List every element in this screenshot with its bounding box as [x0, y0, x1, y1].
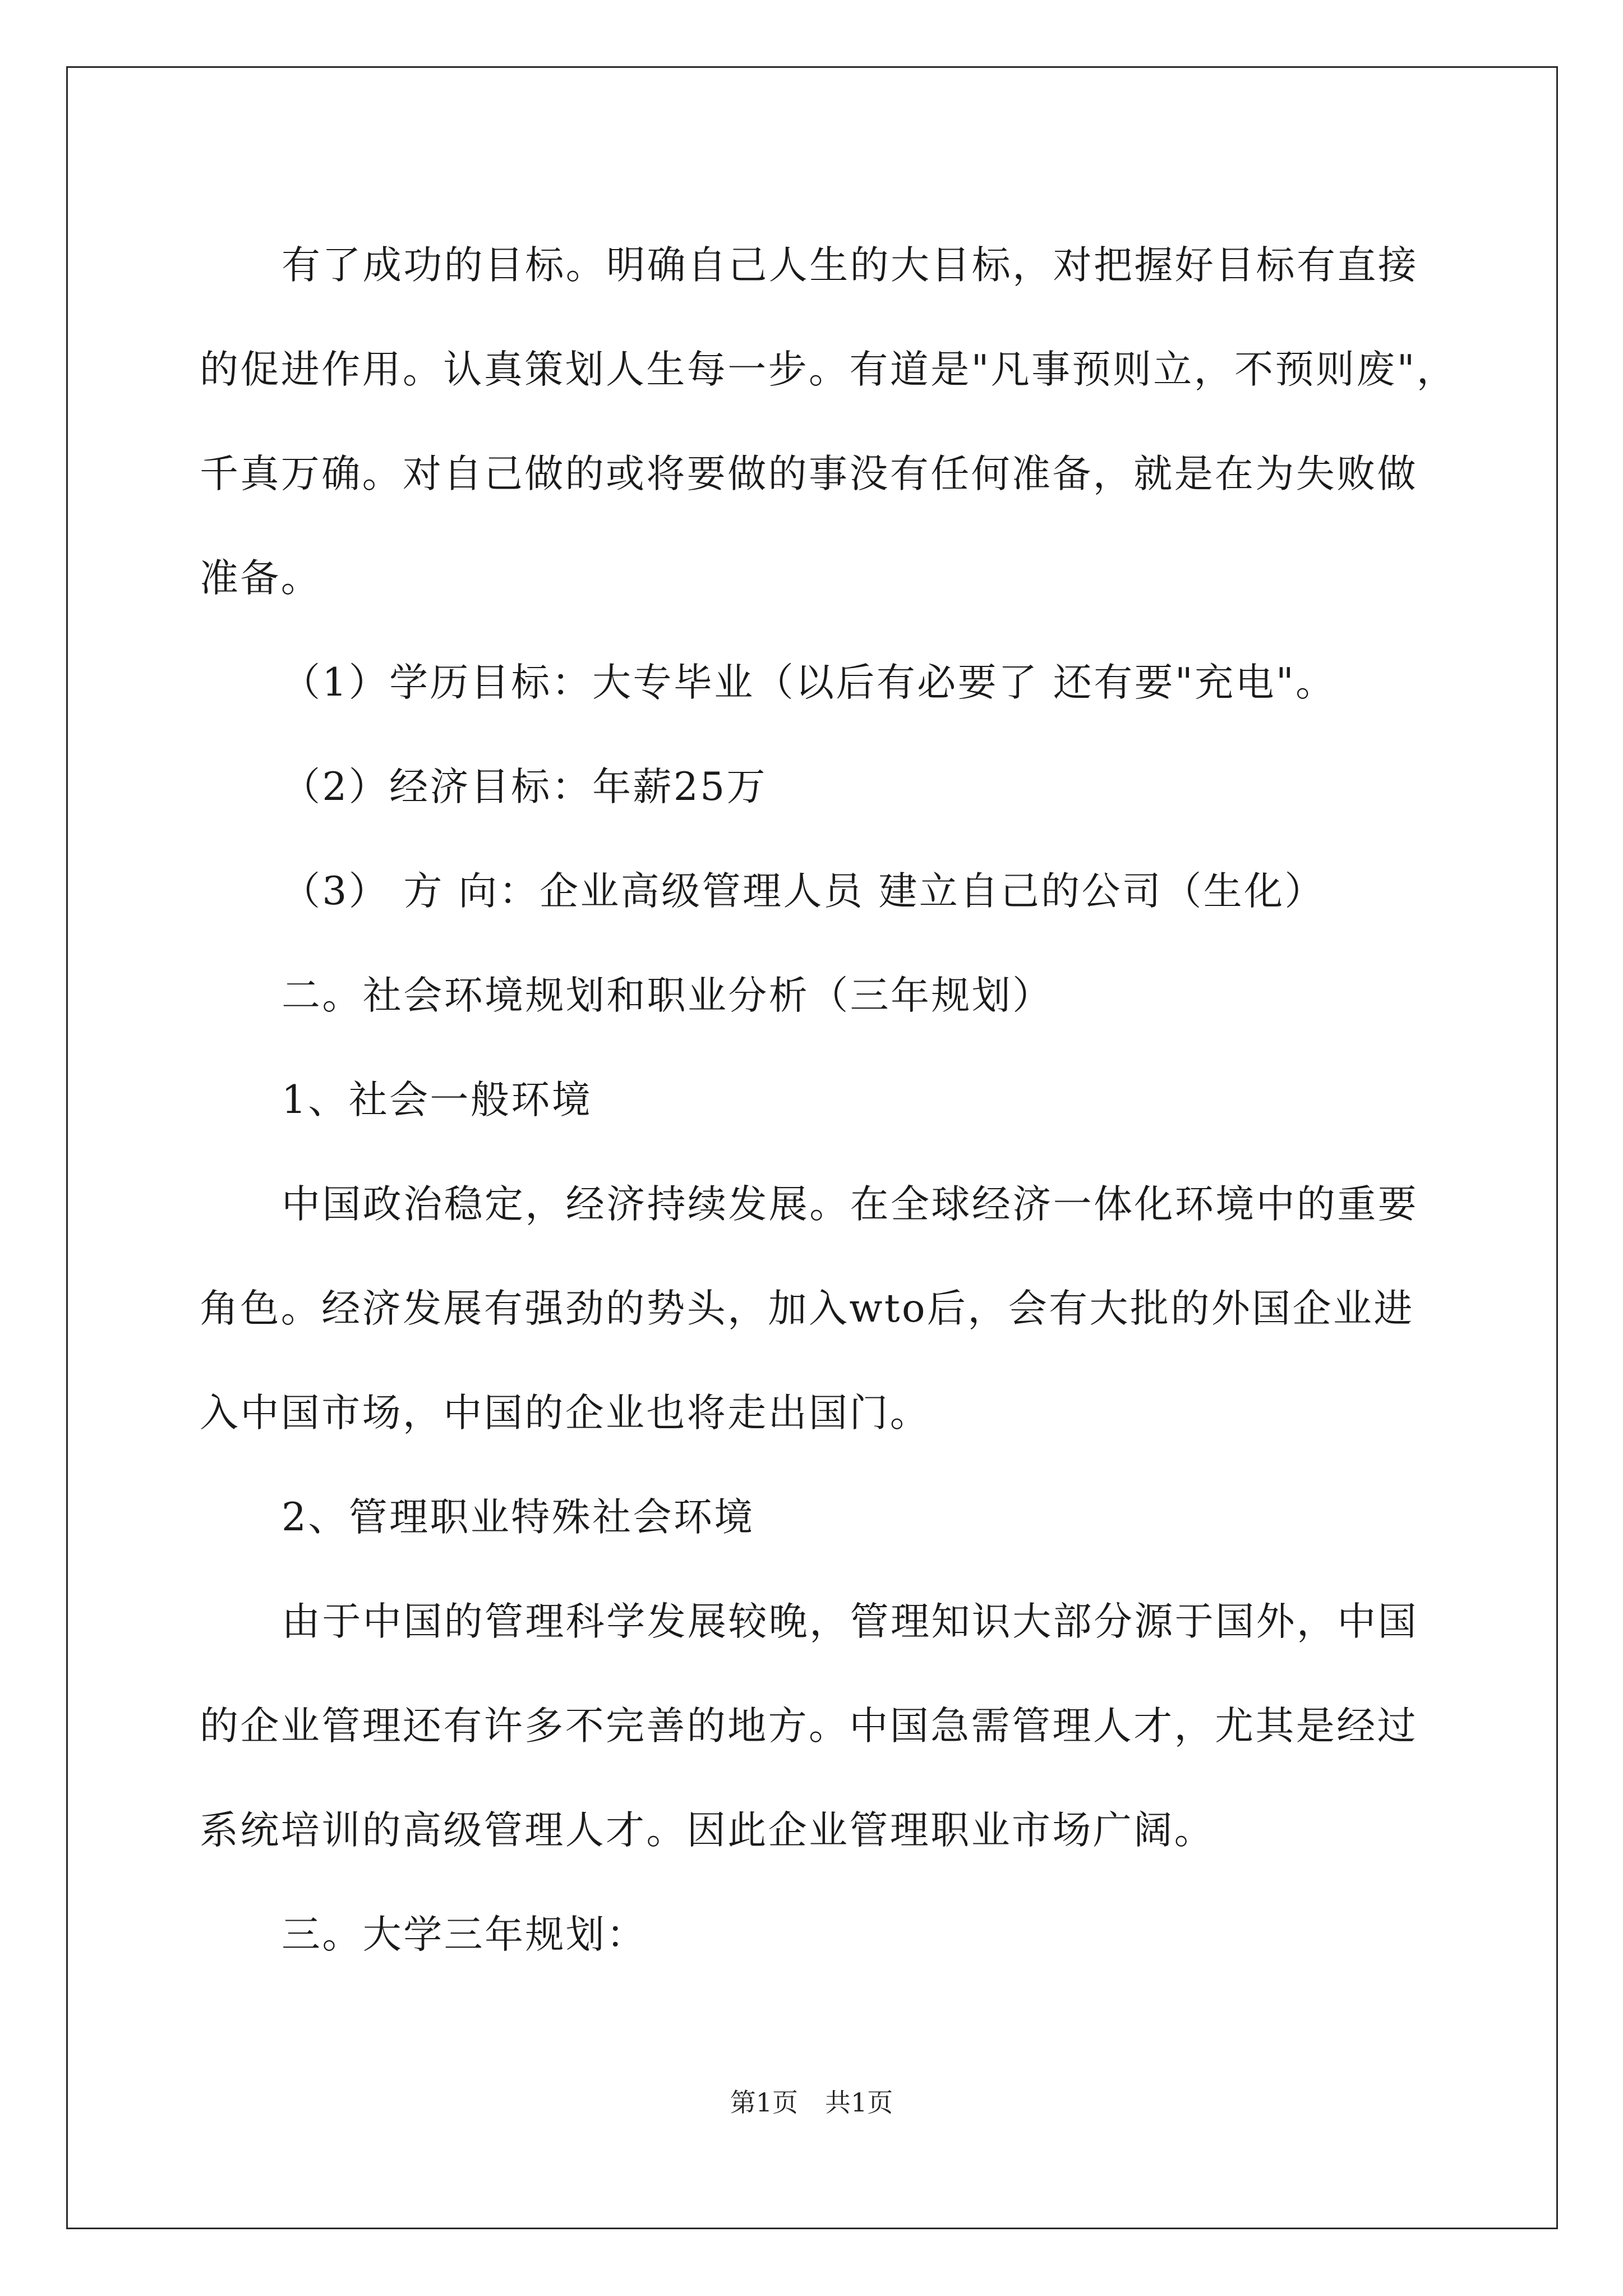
text-line: 的促进作用。认真策划人生每一步。有道是"凡事预则立，不预则废"，	[200, 347, 1458, 392]
page-footer	[0, 2086, 1623, 2119]
text-line: 入中国市场，中国的企业也将走出国门。	[200, 1391, 931, 1435]
goal-direction: （3） 方 向：企业高级管理人员 建立自己的公司（生化）	[282, 869, 1325, 914]
page-total: 共1页	[825, 2087, 893, 2118]
text-line: 的企业管理还有许多不完善的地方。中国急需管理人才，尤其是经过	[200, 1704, 1418, 1749]
goal-education: （1）学历目标：大专毕业（以后有必要了 还有要"充电"。	[282, 660, 1336, 705]
subsection-heading-2: 2、管理职业特殊社会环境	[282, 1495, 755, 1540]
goal-economic: （2）经济目标：年薪25万	[282, 765, 767, 809]
document-body	[200, 213, 1458, 1987]
text-line: 角色。经济发展有强劲的势头，加入wto后，会有大批的外国企业进	[200, 1286, 1414, 1331]
text-line: 准备。	[200, 556, 322, 601]
text-line: 系统培训的高级管理人才。因此企业管理职业市场广阔。	[200, 1808, 1215, 1853]
text-line: 有了成功的目标。明确自己人生的大目标，对把握好目标有直接	[282, 243, 1419, 288]
subsection-heading-1: 1、社会一般环境	[282, 1078, 593, 1122]
section-heading-3: 三。大学三年规划：	[282, 1912, 647, 1957]
text-line: 由于中国的管理科学发展较晚，管理知识大部分源于国外，中国	[282, 1599, 1419, 1644]
section-heading-2: 二。社会环境规划和职业分析（三年规划）	[282, 973, 1053, 1018]
text-line: 中国政治稳定，经济持续发展。在全球经济一体化环境中的重要	[282, 1182, 1419, 1227]
page-number: 第1页	[730, 2087, 798, 2118]
text-line: 千真万确。对自己做的或将要做的事没有任何准备，就是在为失败做	[200, 452, 1418, 496]
